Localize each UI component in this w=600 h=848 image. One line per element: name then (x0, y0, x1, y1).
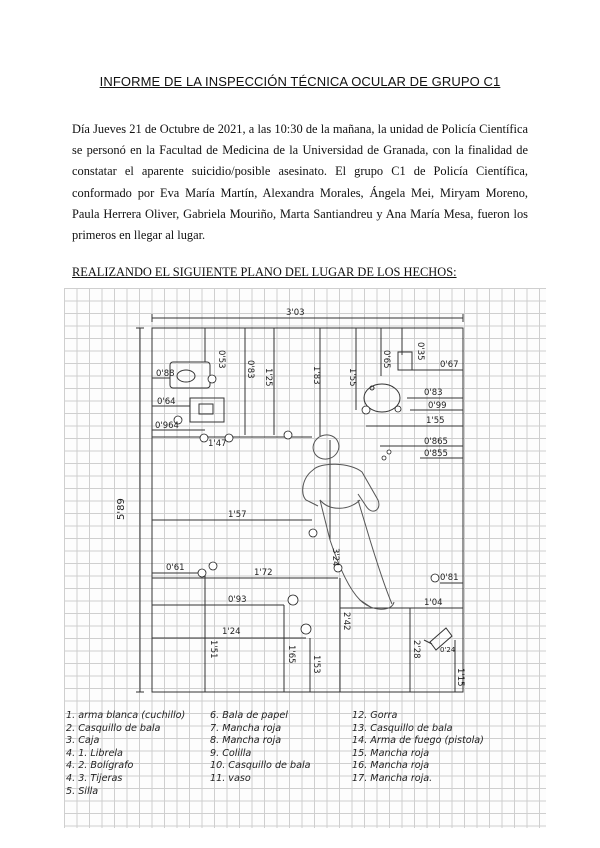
report-title: INFORME DE LA INSPECCIÓN TÉCNICA OCULAR DE GRUPO C1 (99, 74, 501, 89)
dim-0-865: 0'865 (424, 437, 448, 447)
dim-0-964: 0'964 (155, 421, 179, 431)
dim-1-83: 1'83 (311, 366, 321, 385)
dim-1-55-b: 1'55 (426, 416, 445, 426)
dim-2-42: 2'42 (341, 612, 351, 631)
dim-0-53: 0'53 (216, 350, 226, 369)
legend-column-1 (66, 710, 185, 798)
dim-1-04: 1'04 (424, 598, 443, 608)
dim-0-65: 0'65 (381, 350, 391, 369)
dim-1-15: 1'15 (455, 668, 465, 687)
legend-item: 4. 2. Bolígrafo (66, 760, 134, 772)
dim-top-width: 3'03 (286, 308, 305, 318)
legend-item: 16. Mancha roja (352, 760, 430, 772)
legend-item: 17. Mancha roja. (352, 772, 433, 784)
legend-item: 14. Arma de fuego (pistola) (352, 735, 484, 747)
legend-item: 11. vaso (210, 772, 251, 784)
legend-item: 6. Bala de papel (210, 710, 288, 721)
dim-0-24: 0'24 (440, 646, 456, 654)
dim-0-35: 0'35 (415, 342, 425, 361)
dim-0-67: 0'67 (440, 360, 459, 370)
dim-0-93: 0'93 (228, 595, 247, 605)
dim-1-25: 1'25 (263, 368, 273, 387)
legend-item: 13. Casquillo de bala (352, 722, 453, 734)
dim-3-24: 3'24 (330, 548, 340, 567)
evidence-markers (174, 375, 439, 634)
legend-item: 4. 1. Librela (66, 747, 123, 759)
legend-item: 2. Casquillo de bala (66, 722, 161, 734)
dim-1-47: 1'47 (208, 439, 227, 449)
legend-item: 5. Silla (66, 785, 99, 797)
dim-1-51: 1'51 (208, 640, 218, 659)
dim-0-83-b: 0'83 (424, 388, 443, 398)
dim-1-57: 1'57 (228, 510, 247, 520)
legend-item: 10. Casquillo de bala (210, 760, 311, 772)
dim-0-83-a: 0'83 (245, 360, 255, 379)
legend-column-3 (352, 710, 484, 786)
dim-0-855: 0'855 (424, 449, 448, 459)
dim-2-28: 2'28 (411, 640, 421, 659)
dim-0-81: 0'81 (440, 573, 459, 583)
dim-0-99: 0'99 (428, 401, 447, 411)
legend-column-2 (210, 710, 311, 786)
legend-item: 7. Mancha roja (210, 722, 282, 734)
legend-item: 9. Colilla (210, 747, 252, 759)
dim-1-24: 1'24 (222, 627, 241, 637)
body-outline (303, 431, 394, 609)
dim-left-height: 5'89 (116, 498, 127, 520)
dim-1-65: 1'65 (286, 645, 296, 664)
legend-item: 4. 3. Tijeras (66, 772, 123, 784)
dim-0-88: 0'88 (156, 369, 175, 379)
legend-item: 3. Caja (66, 735, 100, 747)
legend-item: 1. arma blanca (cuchillo) (66, 710, 186, 721)
legend-item: 12. Gorra (352, 710, 398, 721)
legend-item: 8. Mancha roja (210, 735, 282, 747)
desk-box (190, 398, 224, 422)
dim-0-61: 0'61 (166, 563, 185, 573)
legend-item: 15. Mancha roja (352, 747, 430, 759)
dim-0-64: 0'64 (157, 397, 176, 407)
plan-subtitle: REALIZANDO EL SIGUIENTE PLANO DEL LUGAR DE LOS HECHOS: (72, 265, 457, 279)
sink-fixture (170, 362, 210, 388)
room-outline (152, 328, 463, 692)
report-paragraph: Día Jueves 21 de Octubre de 2021, a las 10:30 de la mañana, la unidad de Policía Científica se personó en la Facultad de Medicina de la Universidad de Granada, con la finalidad de constatar el aparente suicidio/posible asesinato. El grupo C1 de Policía Científica, conformado por Eva María Martín, Alexandra Morales, Ángela Mei, Miryam Moreno, Paula Herrera Oliver, Gabriela Mouriño, Marta Santiandreu y Ana María Mesa, fueron los primeros en llegar al lugar. (72, 122, 528, 243)
dim-1-55-a: 1'55 (347, 368, 357, 387)
dim-1-72: 1'72 (254, 568, 273, 578)
dim-1-53: 1'53 (311, 655, 321, 674)
